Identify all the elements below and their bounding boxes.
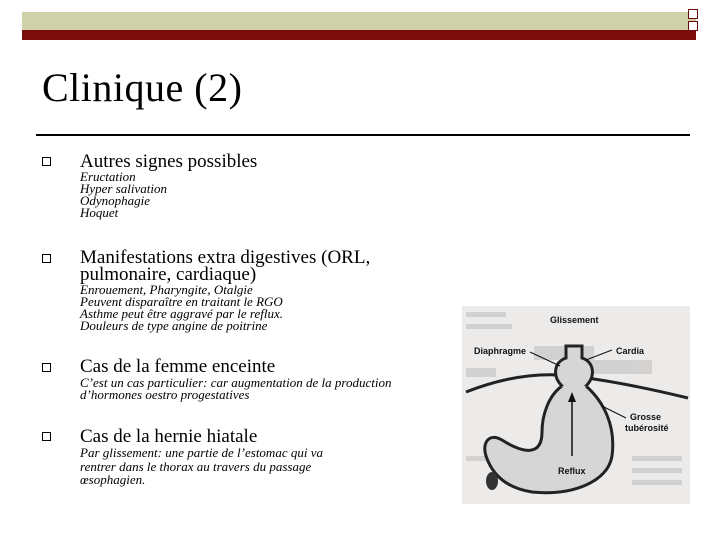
label-diaphragme: Diaphragme	[474, 346, 527, 356]
banner-red-band	[22, 30, 696, 40]
label-reflux: Reflux	[558, 466, 586, 476]
section-item: C’est un cas particulier: car augmentation de la production	[80, 375, 392, 390]
section-item: Eructation	[80, 169, 136, 184]
hiatal-hernia-illustration	[462, 306, 690, 504]
section-heading: Manifestations extra digestives (ORL,	[80, 247, 371, 268]
bullet-square-icon	[42, 254, 51, 263]
section-heading-continued: pulmonaire, cardiaque)	[80, 264, 257, 285]
section-item: Asthme peut être aggravé par le reflux.	[80, 306, 284, 321]
section-item: rentrer dans le thorax au travers du passage	[80, 459, 312, 474]
banner-corner-square-top	[688, 9, 698, 19]
section-item: Hoquet	[80, 205, 119, 220]
title-divider	[36, 134, 690, 136]
section-item: Par glissement: une partie de l’estomac qui va	[80, 445, 323, 460]
bullet-square-icon	[42, 157, 51, 166]
section-item: d’hormones oestro progestatives	[80, 387, 250, 402]
banner-corner-square-bottom	[688, 21, 698, 31]
slide-title: Clinique (2)	[42, 65, 243, 110]
top-banner	[22, 12, 696, 40]
bullet-square-icon	[42, 363, 51, 372]
section-heading: Cas de la hernie hiatale	[80, 426, 258, 447]
label-tuberosite: tubérosité	[625, 423, 669, 433]
banner-green-band	[22, 12, 696, 30]
section-item: Peuvent disparaître en traitant le RGO	[80, 294, 283, 309]
section-item: Douleurs de type angine de poitrine	[80, 318, 268, 333]
section-item: Hyper salivation	[80, 181, 168, 196]
section-heading: Autres signes possibles	[80, 151, 258, 172]
section-heading: Cas de la femme enceinte	[80, 356, 276, 377]
label-cardia: Cardia	[616, 346, 645, 356]
section-item: Enrouement, Pharyngite, Otalgie	[80, 282, 253, 297]
section-item: œsophagien.	[80, 472, 146, 487]
section-item: Odynophagie	[80, 193, 151, 208]
label-glissement: Glissement	[550, 315, 599, 325]
bullet-square-icon	[42, 432, 51, 441]
label-grosse: Grosse	[630, 412, 662, 422]
